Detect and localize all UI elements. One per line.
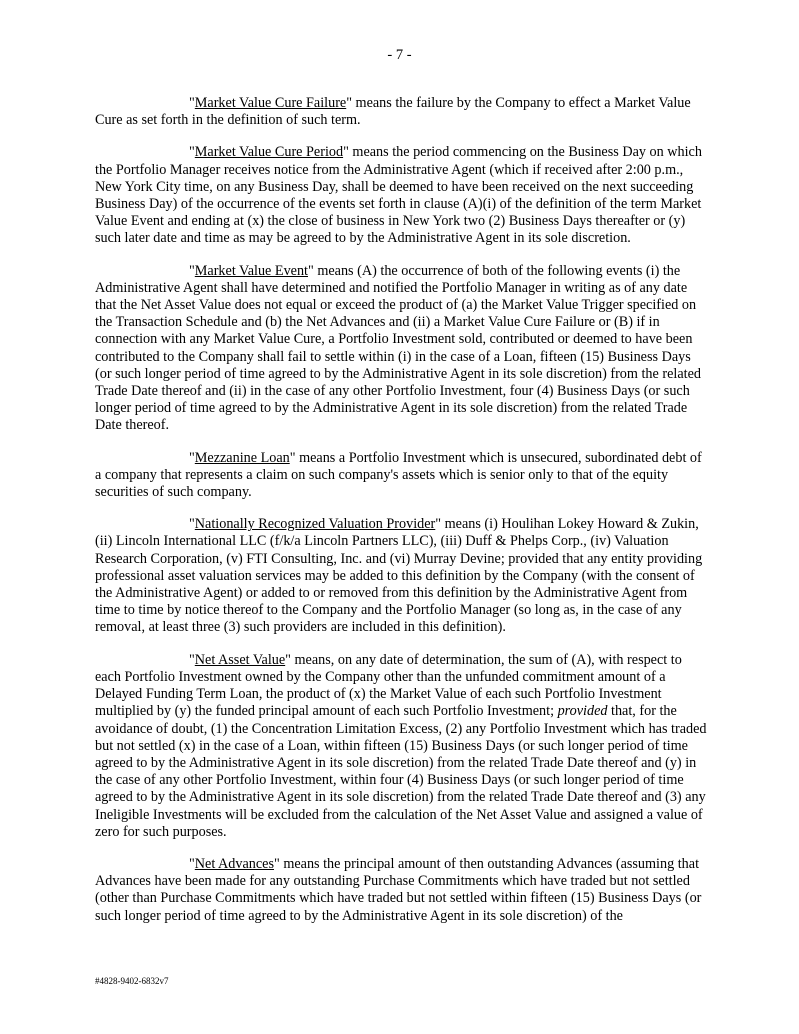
document-id-footer: #4828-9402-6832v7 xyxy=(95,976,169,986)
definition-text: " means (A) the occurrence of both of the following events (i) the Administrative Agent shall have determined and notified the Portfolio Manager in writing as of any date that the Net Asset Value does not equal or exceed the product of (a) the Market Value Trigger specified on the Transaction Schedule and (b) the Net Advances and (ii) a Market Value Cure Failure or (B) if in connection with any Market Value Cure, a Portfolio Investment sold, contributed or deemed to have been contributed to the Company shall fail to settle within (i) in the case of a Loan, fifteen (15) Business Days (or such longer period of time agreed to by the Administrative Agent in its sole discretion) from the related Trade Date thereof and (ii) in the case of any other Portfolio Investment, four (4) Business Days (or such longer period of time agreed to by the Administrative Agent in its sole discretion) from the related Trade Date thereof. xyxy=(95,262,701,434)
open-quote: " xyxy=(189,449,195,466)
open-quote: " xyxy=(189,262,195,279)
definition-text-continued: that, for the avoidance of doubt, (1) the Concentration Limitation Excess, (2) any Portfolio Investment which has traded but not settled (x) in the case of a Loan, within fifteen (15) Business Days (or such longer period of time agreed to by the Administrative Agent in its sole discretion) from the related Trade Date thereof and (y) in the case of any other Portfolio Investment, within four (4) Business Days (or such longer period of time agreed to by the Administrative Agent in its sole discretion) from the related Trade Date thereof and (3) any Ineligible Investments will be excluded from the calculation of the Net Asset Value and assigned a value of zero for such purposes. xyxy=(95,703,707,840)
defined-term: Market Value Cure Period xyxy=(194,144,344,161)
open-quote: " xyxy=(189,516,195,533)
definition-text: " means the failure by the Company to effect a Market Value Cure as set forth in the definition of such term. xyxy=(95,95,691,129)
defined-term: Nationally Recognized Valuation Provider xyxy=(194,516,436,533)
definition-nationally-recognized-valuation-provider xyxy=(95,516,709,636)
open-quote: " xyxy=(189,95,195,111)
defined-term: Net Advances xyxy=(194,855,274,872)
definition-net-advances xyxy=(95,856,709,925)
open-quote: " xyxy=(189,144,195,161)
definition-text: " means the principal amount of then outstanding Advances (assuming that Advances have been made for any outstanding Purchase Commitments which have traded but not settled (other than Purchase Commitments which have traded but not settled within fifteen (15) Business Days (or such longer period of time agreed to by the Administrative Agent in its sole discretion) of the xyxy=(95,855,702,924)
definition-market-value-event xyxy=(95,263,709,435)
open-quote: " xyxy=(189,855,195,872)
definition-market-value-cure-period xyxy=(95,144,709,247)
definition-mezzanine-loan xyxy=(95,450,709,502)
page-number: - 7 - xyxy=(387,47,412,63)
defined-term: Net Asset Value xyxy=(194,651,286,668)
definition-text: " means the period commencing on the Business Day on which the Portfolio Manager receives notice from the Administrative Agent (which if received after 2:00 p.m., New York City time, on any Business Day, shall be deemed to have been received on the next succeeding Business Day) of the occurrence of the events set forth in clause (A)(i) of the definition of the term Market Value Event and ending at (x) the close of business in New York two (2) Business Days thereafter or (y) such later date and time as may be agreed to by the Administrative Agent in its sole discretion. xyxy=(95,144,702,247)
definition-text: " means a Portfolio Investment which is unsecured, subordinated debt of a company that represents a claim on such company's assets which is senior only to that of the equity securities of such company. xyxy=(95,449,702,501)
defined-term: Mezzanine Loan xyxy=(194,449,290,466)
defined-term: Market Value Event xyxy=(194,262,308,279)
definition-net-asset-value xyxy=(95,652,709,841)
open-quote: " xyxy=(189,651,195,668)
italic-proviso: provided xyxy=(557,703,608,720)
definition-text: " means (i) Houlihan Lokey Howard & Zukin, (ii) Lincoln International LLC (f/k/a Lincoln Partners LLC), (iii) Duff & Phelps Corp., (iv) Valuation Research Corporation, (v) FTI Consulting, Inc. and (vi) Murray Devine; provided that any entity providing professional asset valuation services may be added to this definition by the Company (with the consent of the Administrative Agent) or added to or removed from this definition by the Administrative Agent from time to time by notice thereof to the Company and the Portfolio Manager (so long as, in the case of any removal, at least three (3) such providers are included in this definition). xyxy=(95,516,703,636)
defined-term: Market Value Cure Failure xyxy=(194,95,347,111)
definition-market-value-cure-failure xyxy=(95,95,709,129)
document-body xyxy=(95,95,709,940)
definition-text: " means, on any date of determination, the sum of (A), with respect to each Portfolio Investment owned by the Company other than the unfunded commitment amount of a Delayed Funding Term Loan, the product of (x) the Market Value of each such Portfolio Investment multiplied by (y) the funded principal amount of each such Portfolio Investment; xyxy=(95,651,682,720)
